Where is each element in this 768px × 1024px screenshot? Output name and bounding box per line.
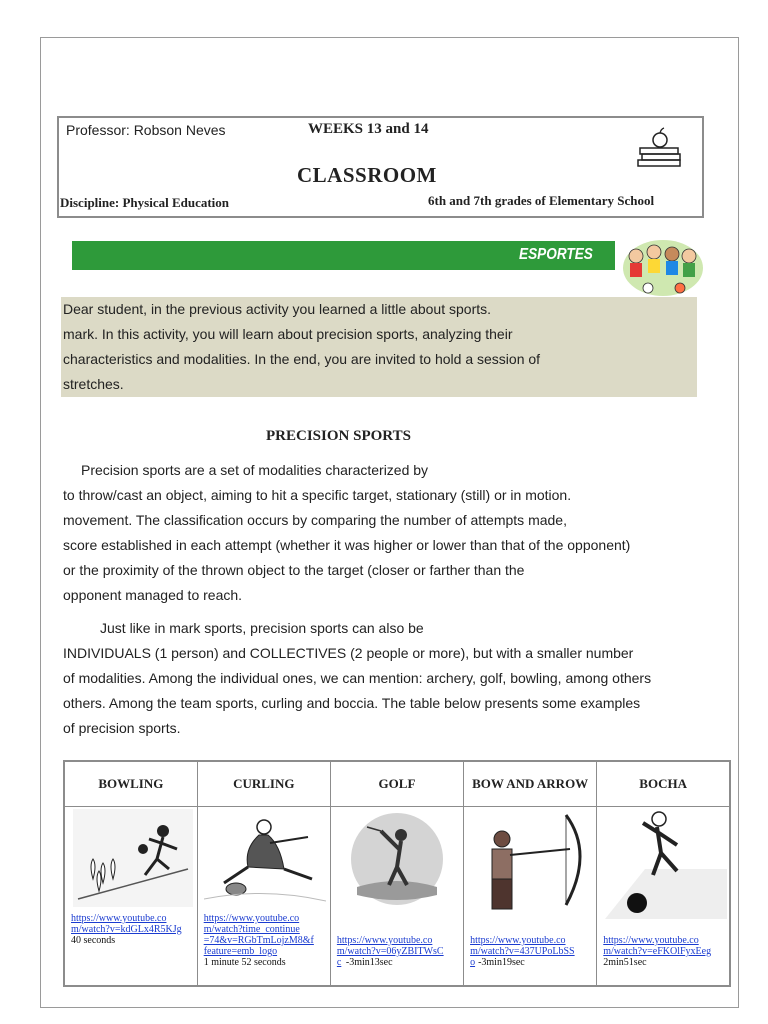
- paragraph-line: INDIVIDUALS (1 person) and COLLECTIVES (2 people or more), but with a smaller number: [63, 645, 634, 661]
- weeks-label: WEEKS 13 and 14: [308, 121, 429, 137]
- discipline-label: Discipline: Physical Education: [60, 195, 230, 210]
- column-header: BOCHA: [597, 761, 730, 807]
- intro-line: stretches.: [63, 376, 124, 392]
- children-sports-icon: [618, 234, 704, 298]
- books-apple-icon: [634, 126, 682, 168]
- column-header: GOLF: [330, 761, 463, 807]
- video-duration: 2min51sec: [603, 957, 647, 968]
- video-link-bowling[interactable]: https://www.youtube.co m/watch?v=kdGLx4R5KJg: [71, 913, 182, 935]
- table-row: [64, 807, 730, 987]
- paragraph-line: Precision sports are a set of modalities characterized by: [81, 462, 429, 478]
- paragraph-line: Just like in mark sports, precision sports can also be: [100, 620, 424, 636]
- grades-label: 6th and 7th grades of Elementary School: [428, 193, 655, 208]
- paragraph-line: or the proximity of the thrown object to the target (closer or farther than the: [63, 562, 525, 578]
- section-title: PRECISION SPORTS: [266, 428, 411, 444]
- sports-table: [63, 760, 731, 987]
- bocha-illustration: [605, 809, 727, 919]
- paragraph-1: [63, 458, 733, 608]
- table-cell-bow-and-arrow: [464, 807, 597, 987]
- paragraph-line: of precision sports.: [63, 720, 181, 736]
- video-duration: 1 minute 52 seconds: [203, 957, 286, 968]
- table-cell-bocha: [597, 807, 730, 987]
- video-link-bocha[interactable]: https://www.youtube.co m/watch?v=eFKOlFyxEeg: [603, 935, 712, 957]
- banner-label: ESPORTES: [519, 246, 593, 263]
- golf-illustration: [347, 809, 447, 909]
- video-duration: 40 seconds: [71, 935, 116, 946]
- table-cell-golf: [330, 807, 463, 987]
- video-link-curling[interactable]: https://www.youtube.co m/watch?time_continue =74&v=RGbTmLojzM8&f feature=emb_logo: [203, 913, 314, 957]
- video-duration: -3min13sec: [345, 957, 393, 968]
- curling-illustration: [204, 809, 326, 907]
- paragraph-2: [63, 616, 733, 741]
- professor-label: Professor: Robson Neves: [66, 122, 226, 138]
- bowling-illustration: [73, 809, 193, 907]
- column-header: BOW AND ARROW: [464, 761, 597, 807]
- intro-box: [61, 297, 697, 397]
- paragraph-line: opponent managed to reach.: [63, 587, 243, 603]
- intro-line: mark. In this activity, you will learn about precision sports, analyzing their: [63, 326, 513, 342]
- archery-illustration: [470, 809, 594, 919]
- table-cell-curling: [197, 807, 330, 987]
- intro-text: [61, 297, 697, 397]
- video-duration: -3min19sec: [478, 957, 525, 968]
- video-link-bow-and-arrow[interactable]: https://www.youtube.co m/watch?v=437UPoLbSS o: [470, 935, 575, 968]
- column-header: CURLING: [197, 761, 330, 807]
- table-cell-bowling: [64, 807, 197, 987]
- intro-line: characteristics and modalities. In the end, you are invited to hold a session of: [63, 351, 541, 367]
- paragraph-line: score established in each attempt (whether it was higher or lower than that of the opponent): [63, 537, 631, 553]
- paragraph-line: movement. The classification occurs by comparing the number of attempts made,: [63, 512, 567, 528]
- sports-banner: [72, 241, 615, 270]
- paragraph-line: of modalities. Among the individual ones, we can mention: archery, golf, bowling, among others: [63, 670, 652, 686]
- page-title: CLASSROOM: [297, 163, 437, 187]
- intro-line: Dear student, in the previous activity you learned a little about sports.: [63, 301, 492, 317]
- paragraph-line: to throw/cast an object, aiming to hit a specific target, stationary (still) or in motion.: [63, 487, 572, 503]
- video-link-golf[interactable]: https://www.youtube.co m/watch?v=06yZBITWsC c: [336, 935, 444, 968]
- column-header: BOWLING: [64, 761, 197, 807]
- paragraph-line: others. Among the team sports, curling and boccia. The table below presents some examples: [63, 695, 641, 711]
- table-header-row: [64, 761, 730, 807]
